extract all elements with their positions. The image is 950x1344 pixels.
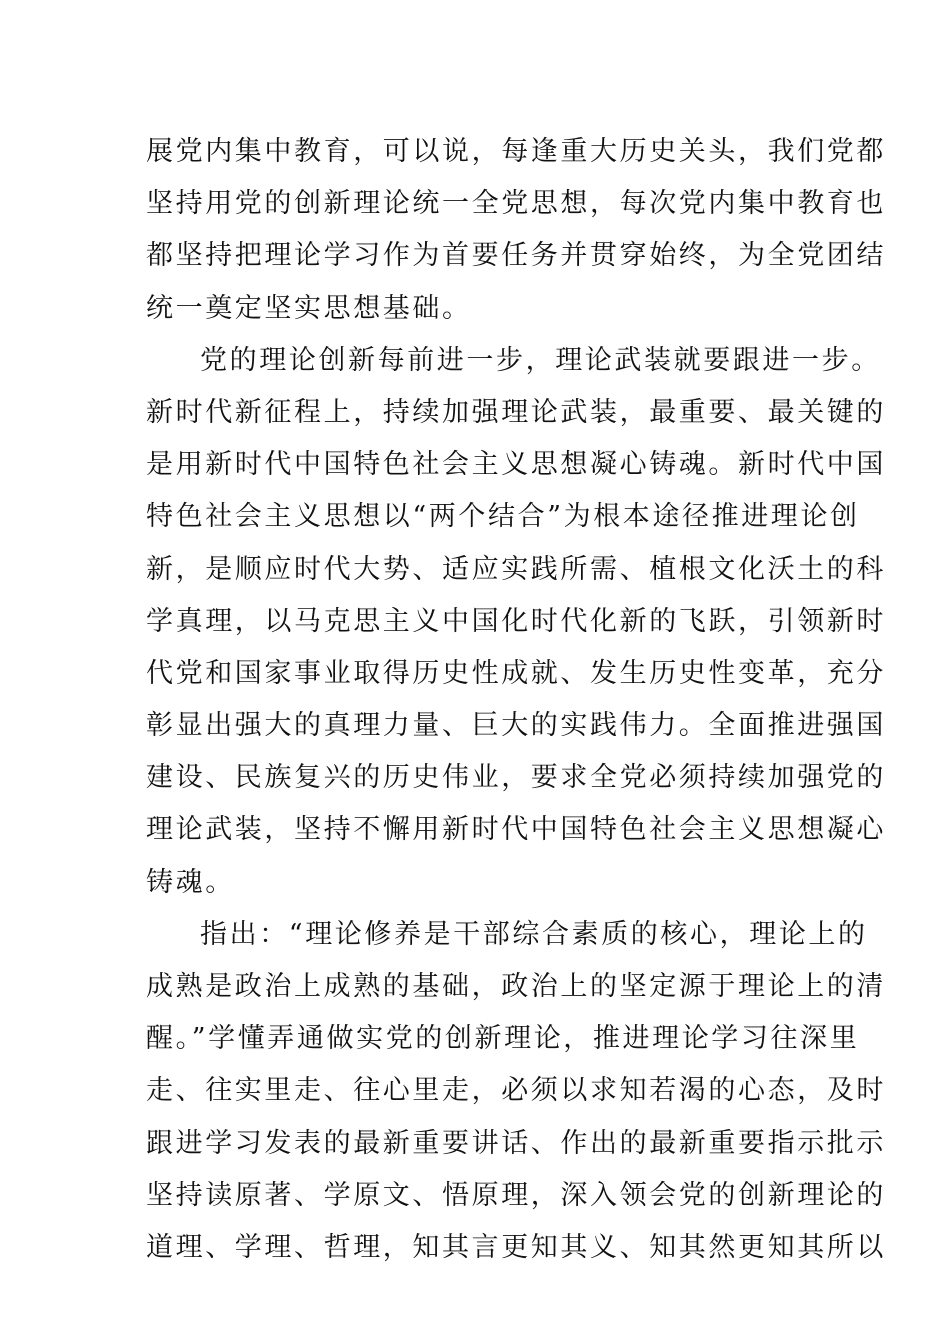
text-line: 特色社会主义思想以“两个结合”为根本途径推进理论创 [146, 501, 860, 533]
text-line: 都坚持把理论学习作为首要任务并贯穿始终，为全党团结 [146, 240, 886, 272]
document-body [146, 126, 886, 1274]
text-line: 成熟是政治上成熟的基础，政治上的坚定源于理论上的清 [146, 971, 886, 1002]
text-line: 建设、民族复兴的历史伟业，要求全党必须持续加强党的 [146, 762, 886, 794]
text-line: 铸魂。 [146, 866, 235, 898]
text-line: 统一奠定坚实思想基础。 [146, 292, 472, 324]
text-line: 新时代新征程上，持续加强理论武装，最重要、最关键的 [146, 396, 886, 428]
text-line: 醒。”学懂弄通做实党的创新理论，推进理论学习往深里 [146, 1023, 860, 1055]
text-line: 走、往实里走、往心里走，必须以求知若渴的心态，及时 [146, 1075, 886, 1107]
text-line: 道理、学理、哲理，知其言更知其义、知其然更知其所以 [146, 1231, 886, 1263]
text-line: 坚持读原著、学原文、悟原理，深入领会党的创新理论的 [146, 1179, 886, 1211]
text-line: 跟进学习发表的最新重要讲话、作出的最新重要指示批示 [146, 1127, 886, 1159]
text-line: 彰显出强大的真理力量、巨大的实践伟力。全面推进强国 [146, 710, 886, 742]
text-line: 新，是顺应时代大势、适应实践所需、植根文化沃土的科 [146, 553, 886, 585]
text-line: 指出：“理论修养是干部综合素质的核心，理论上的 [200, 918, 868, 950]
text-line: 坚持用党的创新理论统一全党思想，每次党内集中教育也 [146, 188, 886, 220]
text-line: 代党和国家事业取得历史性成就、发生历史性变革，充分 [146, 657, 886, 689]
text-line: 理论武装，坚持不懈用新时代中国特色社会主义思想凝心 [146, 814, 886, 846]
text-line: 党的理论创新每前进一步，理论武装就要跟进一步。 [200, 344, 881, 376]
text-line: 展党内集中教育，可以说，每逢重大历史关头，我们党都 [146, 136, 886, 167]
text-line: 是用新时代中国特色社会主义思想凝心铸魂。新时代中国 [146, 449, 886, 481]
text-line: 学真理，以马克思主义中国化时代化新的飞跃，引领新时 [146, 605, 886, 637]
